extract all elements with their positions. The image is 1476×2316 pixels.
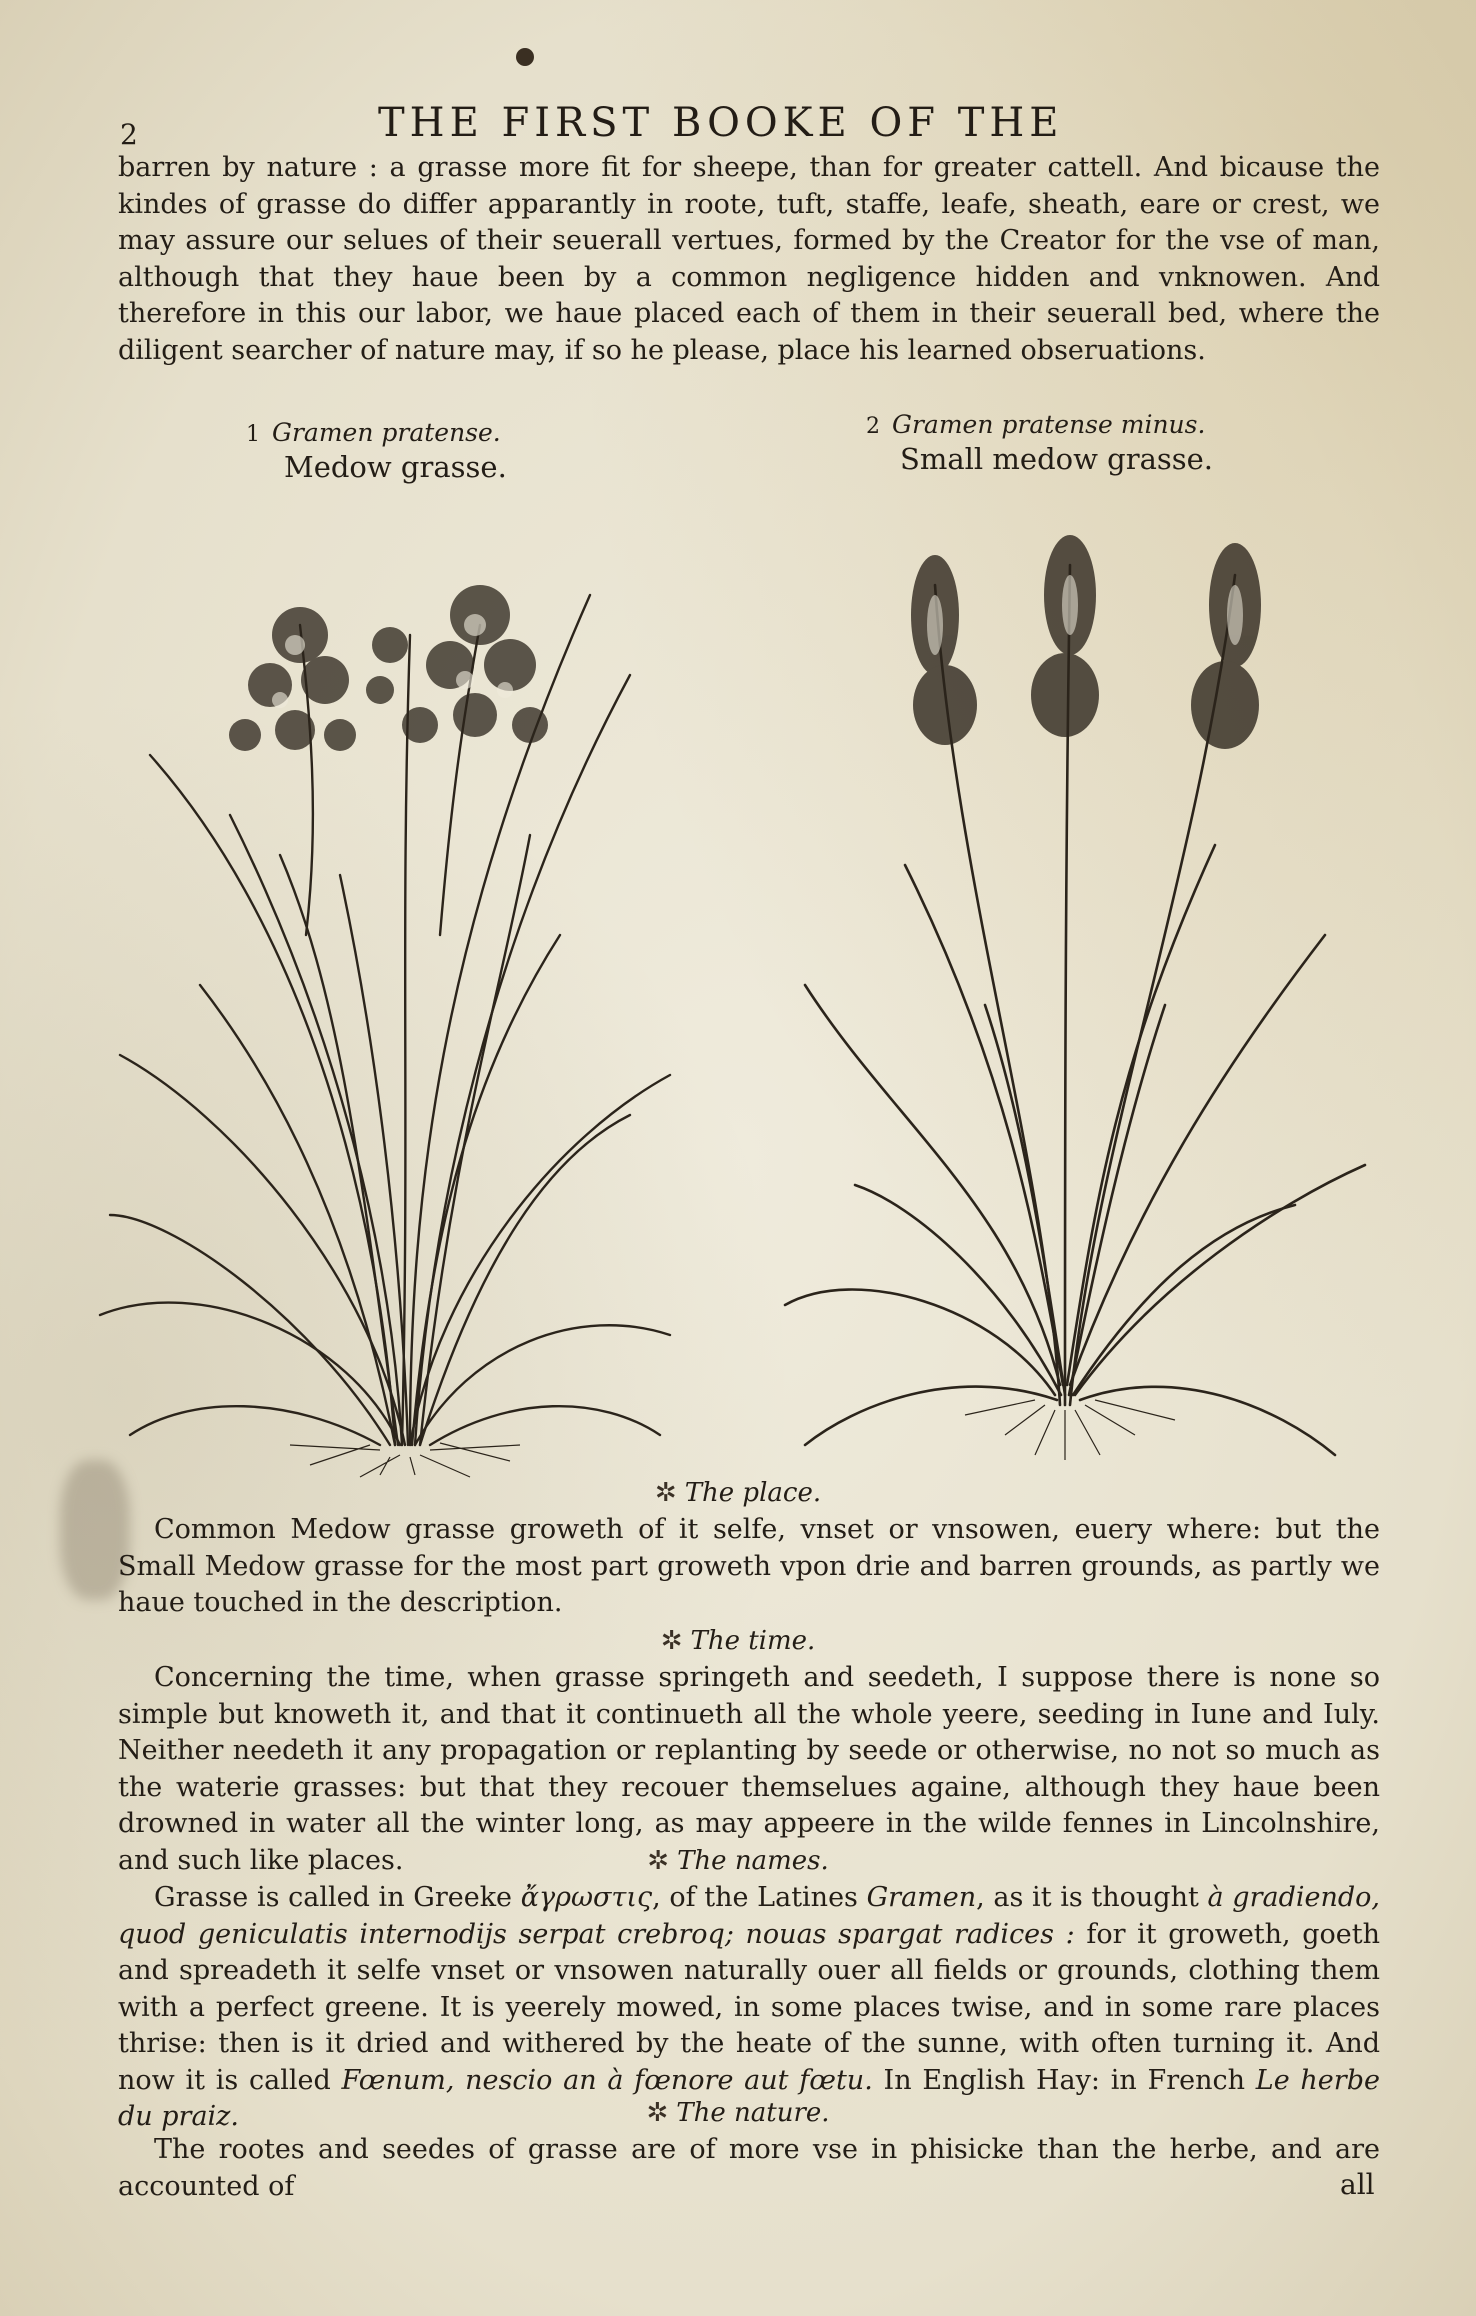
- figure-2-latin-name: Gramen pratense minus.: [892, 410, 1206, 439]
- time-paragraph: Concerning the time, when grasse springeth and seedeth, I suppose there is none so simple but knoweth it, and that it continueth all the whole yeere, seeding in Iune and Iuly. Neither needeth it any propagation or replanting by seede or otherwise, no not so much as the waterie grasses: but that they recouer themselues againe, although they haue been drowned in water all the winter long, as may appeere in the wilde fennes in Lincolnshire, and such like places.: [118, 1662, 1380, 1876]
- section-heading-nature: ✲ The nature.: [646, 2098, 830, 2128]
- nature-paragraph: The rootes and seedes of grasse are of more vse in phisicke than the herbe, and are accounted of: [118, 2134, 1380, 2202]
- section-heading-time: ✲ The time.: [660, 1626, 816, 1656]
- flower-ornament-icon: ✲: [660, 1626, 683, 1656]
- figure-2-caption: [866, 410, 1213, 474]
- figure-2-number: 2: [866, 414, 880, 439]
- flower-ornament-icon: ✲: [647, 1846, 670, 1876]
- woodcut-small-medow-grasse: [795, 505, 1365, 1465]
- figure-2-english-name: Small medow grasse.: [900, 442, 1214, 476]
- intro-paragraph: barren by nature : a grasse more fit for sheepe, than for greater cattell. And bicause the kindes of grasse do differ apparantly in roote, tuft, staffe, leafe, sheath, eare or crest, we may assure our selues of their seuerall vertues, formed by the Creator for the vse of man, although that they haue been by a common negligence hidden and vnknowen. And therefore in this our labor, we haue placed each of them in their seuerall bed, where the diligent searcher of nature may, if so he please, place his learned obseruations.: [118, 152, 1381, 366]
- figure-1-latin-name: Gramen pratense.: [272, 418, 501, 447]
- section-heading-place: ✲ The place.: [654, 1478, 822, 1508]
- flower-ornament-icon: ✲: [654, 1478, 677, 1508]
- names-paragraph: Grasse is called in Greeke ἄγρωστις, of the Latines Gramen, as it is thought à gradiendo, quod geniculatis internodijs serpat crebroq; nouas spargat radices : for it groweth, goeth and spreadeth it selfe vnset or vnsowen naturally ouer all fields or grounds, clothing them with a perfect greene. It is yeerely mowed, in some places twise, and in some rare places thrise: then is it dried and withered by the heate of the sunne, with often turning it. And now it is called Fœnum, nescio an à fœnore aut fœtu. In English Hay: in French Le herbe du praiz.: [118, 1882, 1380, 2132]
- figure-1-english-name: Medow grasse.: [284, 450, 507, 484]
- figure-1-caption: [246, 418, 507, 482]
- page-number: 2: [120, 118, 138, 151]
- woodcut-medow-grasse: [110, 515, 680, 1475]
- section-heading-names: ✲ The names.: [647, 1846, 829, 1876]
- figure-1-number: 1: [246, 422, 260, 447]
- catchword: all: [1340, 2168, 1375, 2201]
- paper-wormhole: [516, 48, 534, 66]
- place-paragraph: Common Medow grasse groweth of it selfe, vnset or vnsowen, euery where: but the Small Medow grasse for the most part groweth vpon drie and barren grounds, as partly we haue touched in the description.: [118, 1514, 1380, 1618]
- flower-ornament-icon: ✲: [646, 2098, 669, 2128]
- running-head: THE FIRST BOOKE OF THE: [378, 100, 1064, 146]
